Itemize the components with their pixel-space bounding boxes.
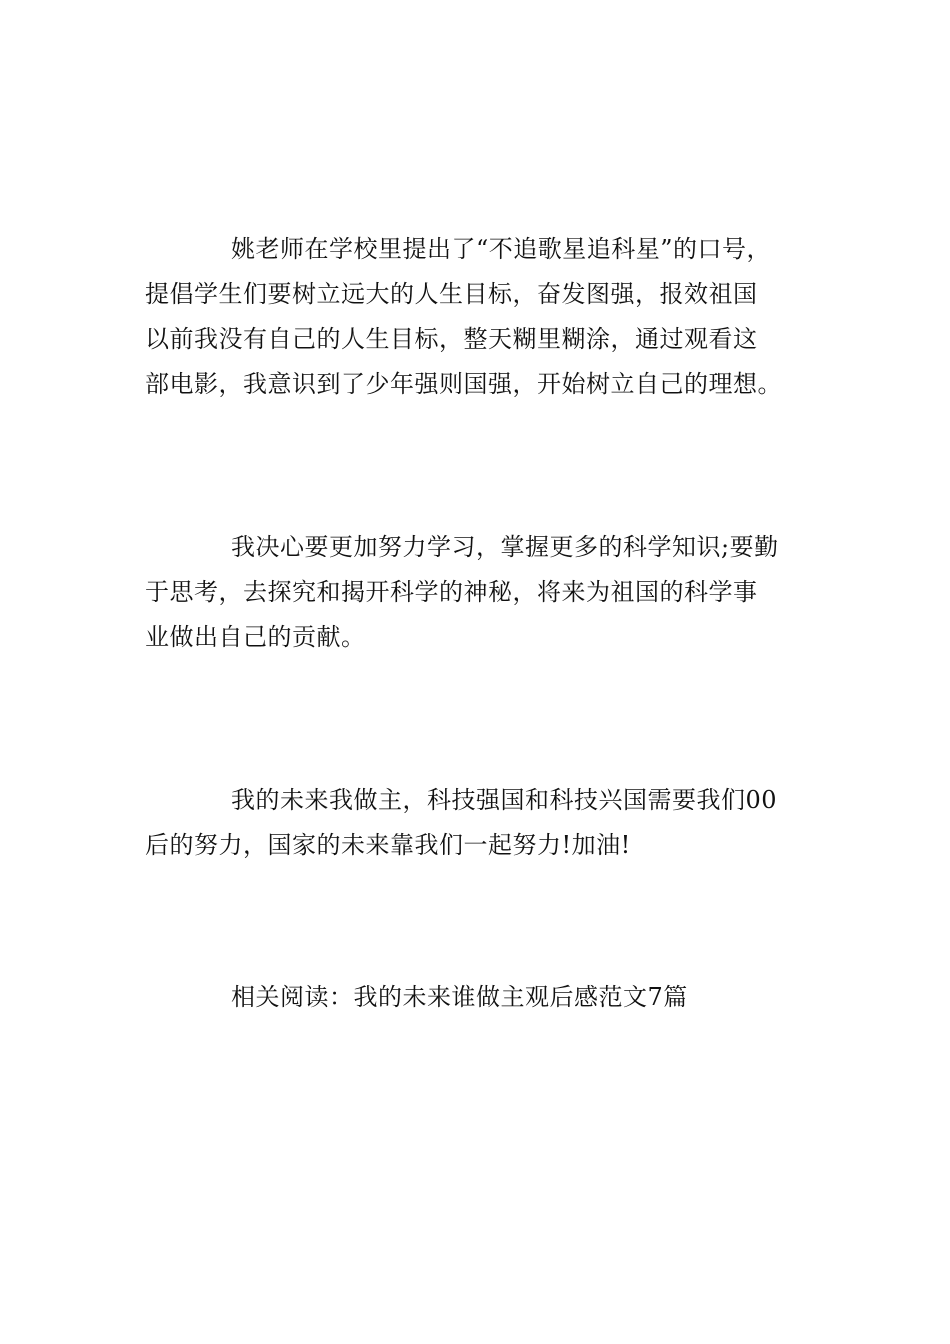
paragraph-line: 业做出自己的贡献。 — [145, 623, 366, 651]
paragraph-line: 我的未来我做主，科技强国和科技兴国需要我们00 — [231, 786, 778, 814]
paragraph-line: 我决心要更加努力学习，掌握更多的科学知识;要勤 — [231, 533, 779, 561]
paragraph-line: 于思考，去探究和揭开科学的神秘，将来为祖国的科学事 — [145, 578, 758, 606]
related-reading-line: 相关阅读：我的未来谁做主观后感范文7篇 — [231, 983, 688, 1011]
paragraph-3 — [145, 778, 825, 868]
paragraph-line: 后的努力，国家的未来靠我们一起努力!加油! — [145, 831, 631, 859]
paragraph-1 — [145, 227, 825, 407]
paragraph-line: 以前我没有自己的人生目标，整天糊里糊涂，通过观看这 — [145, 325, 758, 353]
paragraph-line: 提倡学生们要树立远大的人生目标，奋发图强，报效祖国 — [145, 280, 758, 308]
related-reading — [145, 975, 825, 1020]
paragraph-line: 部电影，我意识到了少年强则国强，开始树立自己的理想。 — [145, 370, 782, 398]
paragraph-2 — [145, 525, 825, 660]
paragraph-line: 姚老师在学校里提出了“不追歌星追科星”的口号， — [231, 235, 772, 263]
